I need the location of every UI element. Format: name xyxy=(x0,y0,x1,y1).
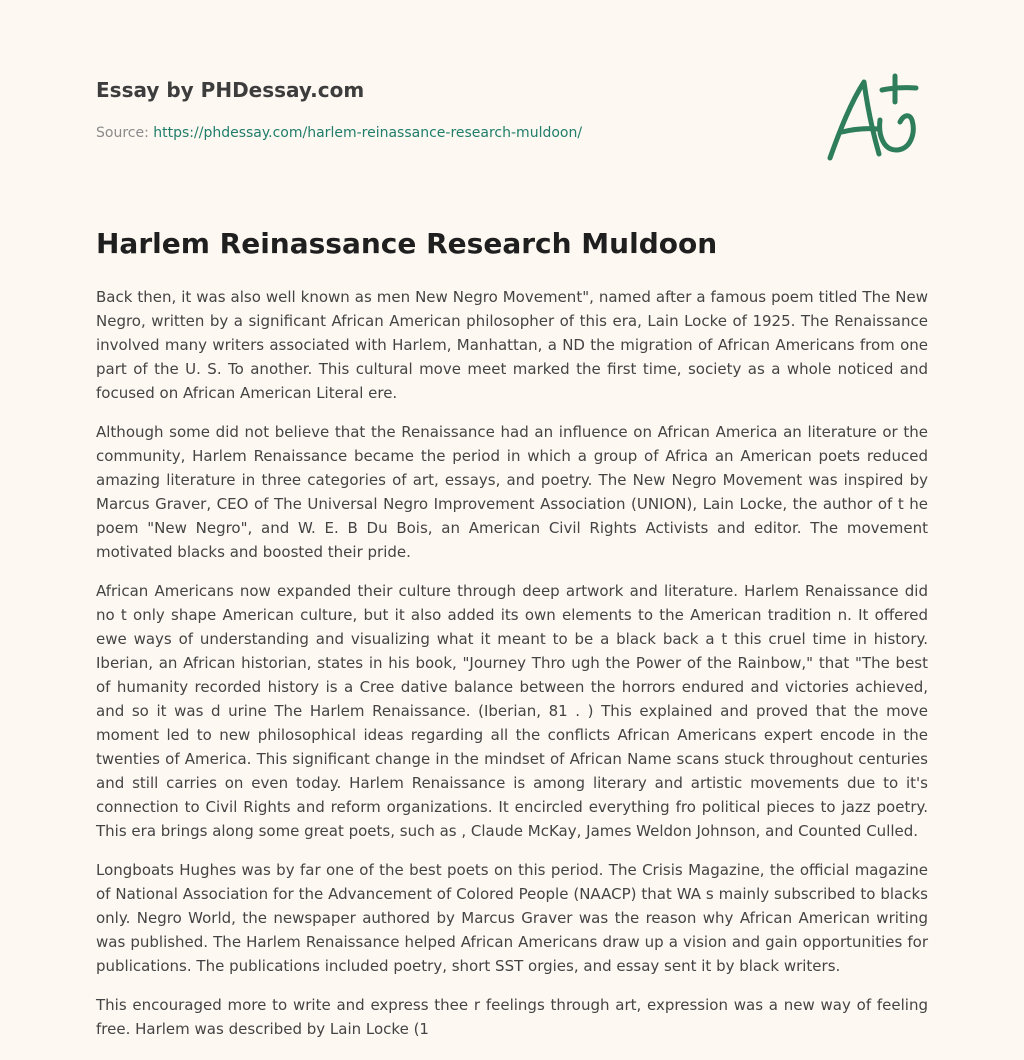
paragraph: Back then, it was also well known as men New Negro Movement", named after a famous poem titled The New Negro, written by a significant African American philosopher of this era, Lain Locke of 1925. The Renaissance involved many writers associated with Harlem, Manhattan, a ND the migration of African Americans from one part of the U. S. To another. This cultural move meet marked the first time, society as a whole noticed and focused on African American Literal ere. xyxy=(96,288,928,402)
source-line xyxy=(96,124,582,142)
essay-title: Harlem Reinassance Research Muldoon xyxy=(96,227,718,260)
paragraph: African Americans now expanded their culture through deep artwork and literature. Harlem Renaissance did no t only shape American culture, but it also added its own elements to the American tradition n. It offered ewe ways of understanding and visualizing what it meant to be a black back a t this cruel time in history. Iberian, an African historian, states in his book, "Journey Thro ugh the Power of the Rainbow," that "The best of humanity recorded history is a Cree dative balance between the horrors endured and victories achieved, and so it was d urine The Harlem Renaissance. (Iberian, 81 . ) This explained and proved that the move moment led to new philosophical ideas regarding all the conflicts African Americans expert encode in the twenties of America. This significant change in the mindset of African Name scans stuck throughout centuries and still carries on even today. Harlem Renaissance is among literary and artistic movements due to it's connection to Civil Rights and reform organizations. It encircled everything fro political pieces to jazz poetry. This era brings along some great poets, such as , Claude McKay, James Weldon Johnson, and Counted Culled. xyxy=(96,582,928,840)
paragraph: This encouraged more to write and express thee r feelings through art, expression was a new way of feeling free. Harlem was described by Lain Locke (1 xyxy=(96,996,928,1038)
a-plus-logo-icon xyxy=(824,68,928,168)
paragraph: Longboats Hughes was by far one of the best poets on this period. The Crisis Magazine, the official magazine of National Association for the Advancement of Colored People (NAACP) that WA s mainly subscribed to blacks only. Negro World, the newspaper authored by Marcus Graver was the reason why African American writing was published. The Harlem Renaissance helped African Americans draw up a vision and gain opportunities for publications. The publications included poetry, short SST orgies, and essay sent it by black writers. xyxy=(96,861,928,975)
source-link[interactable]: https://phdessay.com/harlem-reinassance-research-muldoon/ xyxy=(153,125,583,141)
source-label: Source: xyxy=(96,125,149,141)
essay-body xyxy=(96,285,928,1056)
paragraph: Although some did not believe that the Renaissance had an influence on African America an literature or the community, Harlem Renaissance became the period in which a group of Africa an American poets reduced amazing literature in three categories of art, essays, and poetry. The New Negro Movement was inspired by Marcus Graver, CEO of The Universal Negro Improvement Association (UNION), Lain Locke, the author of t he poem "New Negro", and W. E. B Du Bois, an American Civil Rights Activists and editor. The movement motivated blacks and boosted their pride. xyxy=(96,423,928,561)
site-title: Essay by PHDessay.com xyxy=(96,78,365,102)
